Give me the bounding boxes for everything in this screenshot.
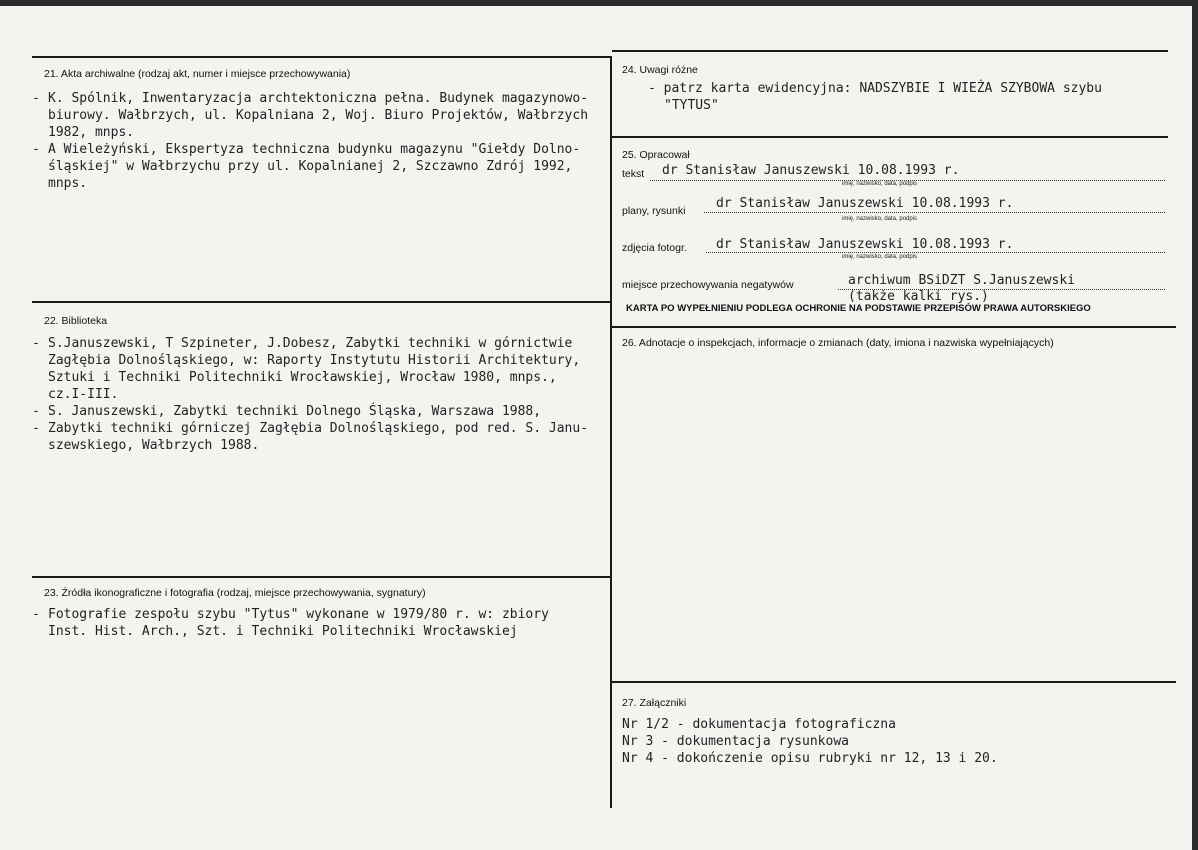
card-top-edge [0, 0, 1198, 6]
section-24-line: "TYTUS" [664, 98, 719, 113]
section-23-entry: - Fotografie zespołu szybu "Tytus" wykonane w 1979/80 r. w: zbiory Inst. Hist. Arch., Szt. i Techniki Politechniki Wrocławskiej [32, 607, 549, 639]
section-21-entry: - K. Spólnik, Inwentaryzacja archtektoniczna pełna. Budynek magazynowo- biurowy. Wałbrzych, ul. Kopalniana 2, Woj. Biuro Projektów, Wałbrzych 1982, mnps. [32, 91, 589, 140]
attachment-line: Nr 3 - dokumentacja rysunkowa [622, 734, 849, 749]
entry-line: Sztuki i Techniki Politechniki Wrocławskiej, Wrocław 1980, mnps., [48, 370, 557, 385]
rule-26-27 [612, 681, 1176, 683]
attachment-line: Nr 1/2 - dokumentacja fotograficzna [622, 717, 896, 732]
entry-line: Zabytki techniki górniczej Zagłębia Dolnośląskiego, pod red. S. Janu- [48, 421, 589, 436]
section-27-heading: 27. Załączniki [622, 697, 687, 709]
tekst-hint: imię, nazwisko, data, podpis [842, 181, 918, 187]
plany-value: dr Stanisław Januszewski 10.08.1993 r. [716, 196, 1014, 211]
zdjecia-label: zdjęcia fotogr. [622, 242, 687, 254]
entry-line: Zagłębia Dolnośląskiego, w: Raporty Instytutu Historii Architektury, [48, 353, 581, 368]
zdjecia-hint: imię, nazwisko, data, podpis [842, 254, 918, 260]
entry-line: Fotografie zespołu szybu "Tytus" wykonane w 1979/80 r. w: zbiory [48, 607, 549, 622]
tekst-value: dr Stanisław Januszewski 10.08.1993 r. [662, 163, 960, 178]
section-22-entry: - S.Januszewski, T Szpineter, J.Dobesz, Zabytki techniki w górnictwie Zagłębia Dolnośląskiego, w: Raporty Instytutu Historii Architektury, Sztuki i Techniki Politechniki Wrocławskiej, Wrocław 1980, mnps., cz.I-III. [32, 336, 581, 402]
section-24-line: - patrz karta ewidencyjna: NADSZYBIE I WIEŻA SZYBOWA szybu [648, 81, 1102, 96]
section-22-entries [32, 335, 588, 454]
plany-label: plany, rysunki [622, 205, 686, 217]
card-right-edge [1192, 0, 1198, 850]
entry-line: szewskiego, Wałbrzych 1988. [48, 438, 260, 453]
section-27-list [622, 716, 998, 767]
section-23-entries [32, 606, 549, 640]
rule-top-right [612, 50, 1168, 52]
rule-21-22 [32, 301, 610, 303]
miejsce-label: miejsce przechowywania negatywów [622, 279, 794, 291]
zdjecia-dotted-line [706, 252, 1165, 253]
section-21-entry: - A Wieleżyński, Ekspertyza techniczna budynku magazynu "Giełdy Dolno- śląskiej" w Wałbrzychu przy ul. Kopalnianej 2, Szczawno Zdrój 1992, mnps. [32, 142, 581, 191]
section-21-entries [32, 90, 588, 192]
plany-hint: imię, nazwisko, data, podpis [842, 216, 918, 222]
rule-25-26 [612, 326, 1176, 328]
miejsce-value-second-line: (także kalki rys.) [848, 289, 989, 304]
entry-line: mnps. [48, 176, 88, 191]
plany-dotted-line [704, 212, 1165, 213]
entry-line: K. Spólnik, Inwentaryzacja archtektoniczna pełna. Budynek magazynowo- [48, 91, 589, 106]
section-23-heading: 23. Źródła ikonograficzne i fotografia (rodzaj, miejsce przechowywania, sygnatury) [44, 587, 426, 599]
section-24-heading: 24. Uwagi różne [622, 64, 698, 76]
zdjecia-value: dr Stanisław Januszewski 10.08.1993 r. [716, 237, 1014, 252]
column-divider [610, 56, 612, 808]
entry-line: 1982, mnps. [48, 125, 135, 140]
section-21-heading: 21. Akta archiwalne (rodzaj akt, numer i miejsce przechowywania) [44, 68, 351, 80]
entry-line: cz.I-III. [48, 387, 119, 402]
section-26-heading: 26. Adnotacje o inspekcjach, informacje o zmianach (daty, imiona i nazwiska wypełniających) [622, 337, 1054, 349]
entry-line: biurowy. Wałbrzych, ul. Kopalniana 2, Woj. Biuro Projektów, Wałbrzych [48, 108, 589, 123]
rule-22-23 [32, 576, 610, 578]
entry-line: Inst. Hist. Arch., Szt. i Techniki Politechniki Wrocławskiej [48, 624, 518, 639]
entry-line: S.Januszewski, T Szpineter, J.Dobesz, Zabytki techniki w górnictwie [48, 336, 573, 351]
section-24-text [648, 80, 1102, 114]
entry-line: S. Januszewski, Zabytki techniki Dolnego Śląska, Warszawa 1988, [48, 404, 542, 419]
entry-line: A Wieleżyński, Ekspertyza techniczna budynku magazynu "Giełdy Dolno- [48, 142, 581, 157]
rule-24-25 [612, 136, 1168, 138]
section-25-heading: 25. Opracował [622, 149, 690, 161]
attachment-line: Nr 4 - dokończenie opisu rubryki nr 12, 13 i 20. [622, 751, 998, 766]
miejsce-value: archiwum BSiDZT S.Januszewski [848, 273, 1075, 288]
entry-line: śląskiej" w Wałbrzychu przy ul. Kopalnianej 2, Szczawno Zdrój 1992, [48, 159, 573, 174]
section-22-entry: - Zabytki techniki górniczej Zagłębia Dolnośląskiego, pod red. S. Janu- szewskiego, Wałbrzych 1988. [32, 421, 589, 453]
rule-top-left [32, 56, 610, 58]
section-22-heading: 22. Biblioteka [44, 315, 108, 327]
copyright-notice: KARTA PO WYPEŁNIENIU PODLEGA OCHRONIE NA PODSTAWIE PRZEPISÓW PRAWA AUTORSKIEGO [626, 303, 1091, 314]
section-22-entry: - S. Januszewski, Zabytki techniki Dolnego Śląska, Warszawa 1988, [32, 404, 542, 419]
tekst-label: tekst [622, 168, 645, 180]
